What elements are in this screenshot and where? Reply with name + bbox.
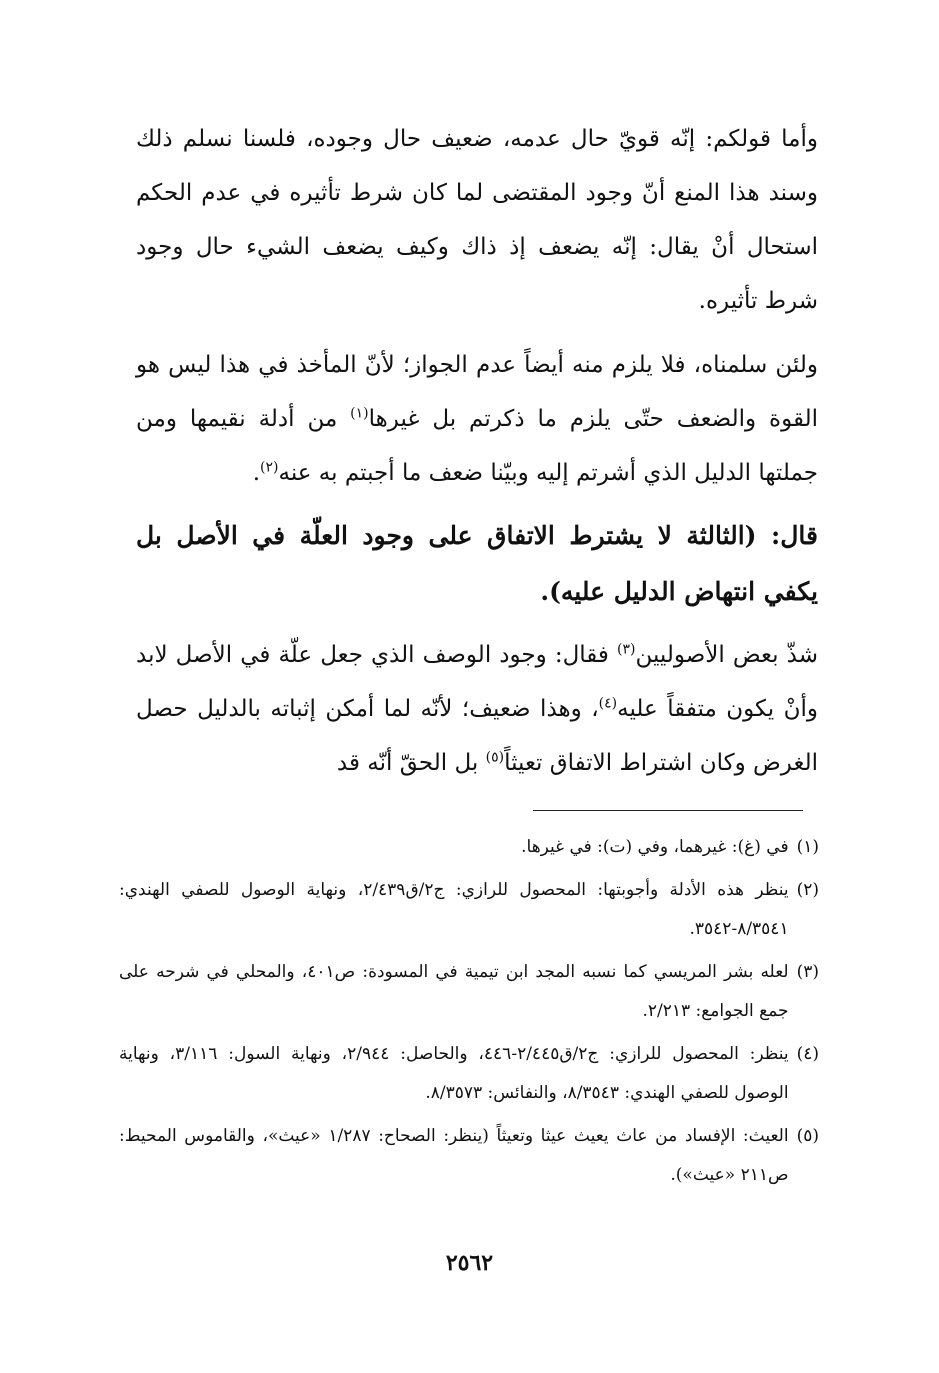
footnote-text: ينظر: المحصول للرازي: ج٢/ق٢/٤٤٥-٤٤٦، والحاصل: ٢/٩٤٤، ونهاية السول: ٣/١١٦، ونهاية الوصول للصفي الهندي: ٨/٣٥٤٣، والنفائس: ٨/٣٥٧٣. <box>119 1044 789 1103</box>
main-text <box>136 112 818 790</box>
paragraph-2-text-a: ولئن سلمناه، فلا يلزم منه أيضاً عدم الجواز؛ لأنّ المأخذ في هذا ليس هو القوة والضعف حتّى يلزم ما ذكرتم بل غيرها <box>136 352 818 432</box>
footnote-number: (١) <box>796 837 819 857</box>
quoted-text: قال: (الثالثة لا يشترط الاتفاق على وجود العلّة في الأصل بل يكفي انتهاض الدليل عليه). <box>136 521 818 606</box>
footnote-divider <box>533 810 803 811</box>
footnote-2 <box>119 871 819 949</box>
paragraph-2-text-b: من أدلة نقيمها ومن جملتها الدليل الذي أشرتم إليه وبيّنا ضعف ما أجبتم به عنه <box>136 406 818 486</box>
paragraph-3 <box>136 628 818 790</box>
footnote-ref-1[interactable]: (١) <box>350 405 369 422</box>
footnote-ref-3[interactable]: (٣) <box>617 641 636 658</box>
footnote-text: في (غ): غيرهما، وفي (ت): في غيرها. <box>521 837 789 857</box>
footnotes-section <box>119 828 819 1199</box>
paragraph-2-text-c: . <box>252 460 261 486</box>
paragraph-2 <box>136 338 818 500</box>
footnote-ref-4[interactable]: (٤) <box>598 695 618 712</box>
paragraph-1 <box>136 112 818 328</box>
footnote-text: العيث: الإفساد من عاث يعيث عيثا وتعيثاً (ينظر: الصحاح: ١/٢٨٧ «عيث»، والقاموس المحيط: ص٢١١ «عيث»). <box>119 1126 789 1185</box>
paragraph-3-text-a: شذّ بعض الأصوليين <box>635 642 818 668</box>
footnote-text: لعله بشر المريسي كما نسبه المجد ابن تيمية في المسودة: ص٤٠١، والمحلي في شرحه على جمع الجوامع: ٢/٢١٣. <box>119 962 789 1021</box>
footnote-text: ينظر هذه الأدلة وأجوبتها: المحصول للرازي: ج٢/ق٢/٤٣٩، ونهاية الوصول للصفي الهندي: ٨/٣٥٤١-٣٥٤٢. <box>119 880 789 939</box>
footnote-1 <box>119 828 819 867</box>
footnote-3 <box>119 953 819 1031</box>
footnote-number: (٥) <box>796 1126 819 1146</box>
footnote-ref-5[interactable]: (٥) <box>485 749 505 766</box>
footnote-number: (٣) <box>796 962 819 982</box>
footnote-5 <box>119 1117 819 1195</box>
paragraph-3-text-c: ، وهذا ضعيف؛ لأنّه لما أمكن إثباته بالدليل حصل الغرض وكان اشتراط الاتفاق تعيثاً <box>136 696 818 776</box>
page-number: ٢٥٦٢ <box>445 1250 494 1276</box>
paragraph-3-text-b: فقال: وجود الوصف الذي جعل علّة في الأصل لابد وأنْ يكون متفقاً عليه <box>136 642 818 722</box>
footnote-ref-2[interactable]: (٢) <box>260 459 279 476</box>
footnote-number: (٤) <box>796 1044 819 1064</box>
footnote-number: (٢) <box>796 880 819 900</box>
paragraph-1-text: وأما قولكم: إنّه قويّ حال عدمه، ضعيف حال وجوده، فلسنا نسلم ذلك وسند هذا المنع أنّ وجود المقتضى لما كان شرط تأثيره في عدم الحكم استحال أنْ يقال: إنّه يضعف إذ ذاك وكيف يضعف الشيء حال وجود شرط تأثيره. <box>136 126 818 314</box>
paragraph-3-text-d: بل الحقّ أنّه قد <box>336 750 486 776</box>
footnote-4 <box>119 1035 819 1113</box>
